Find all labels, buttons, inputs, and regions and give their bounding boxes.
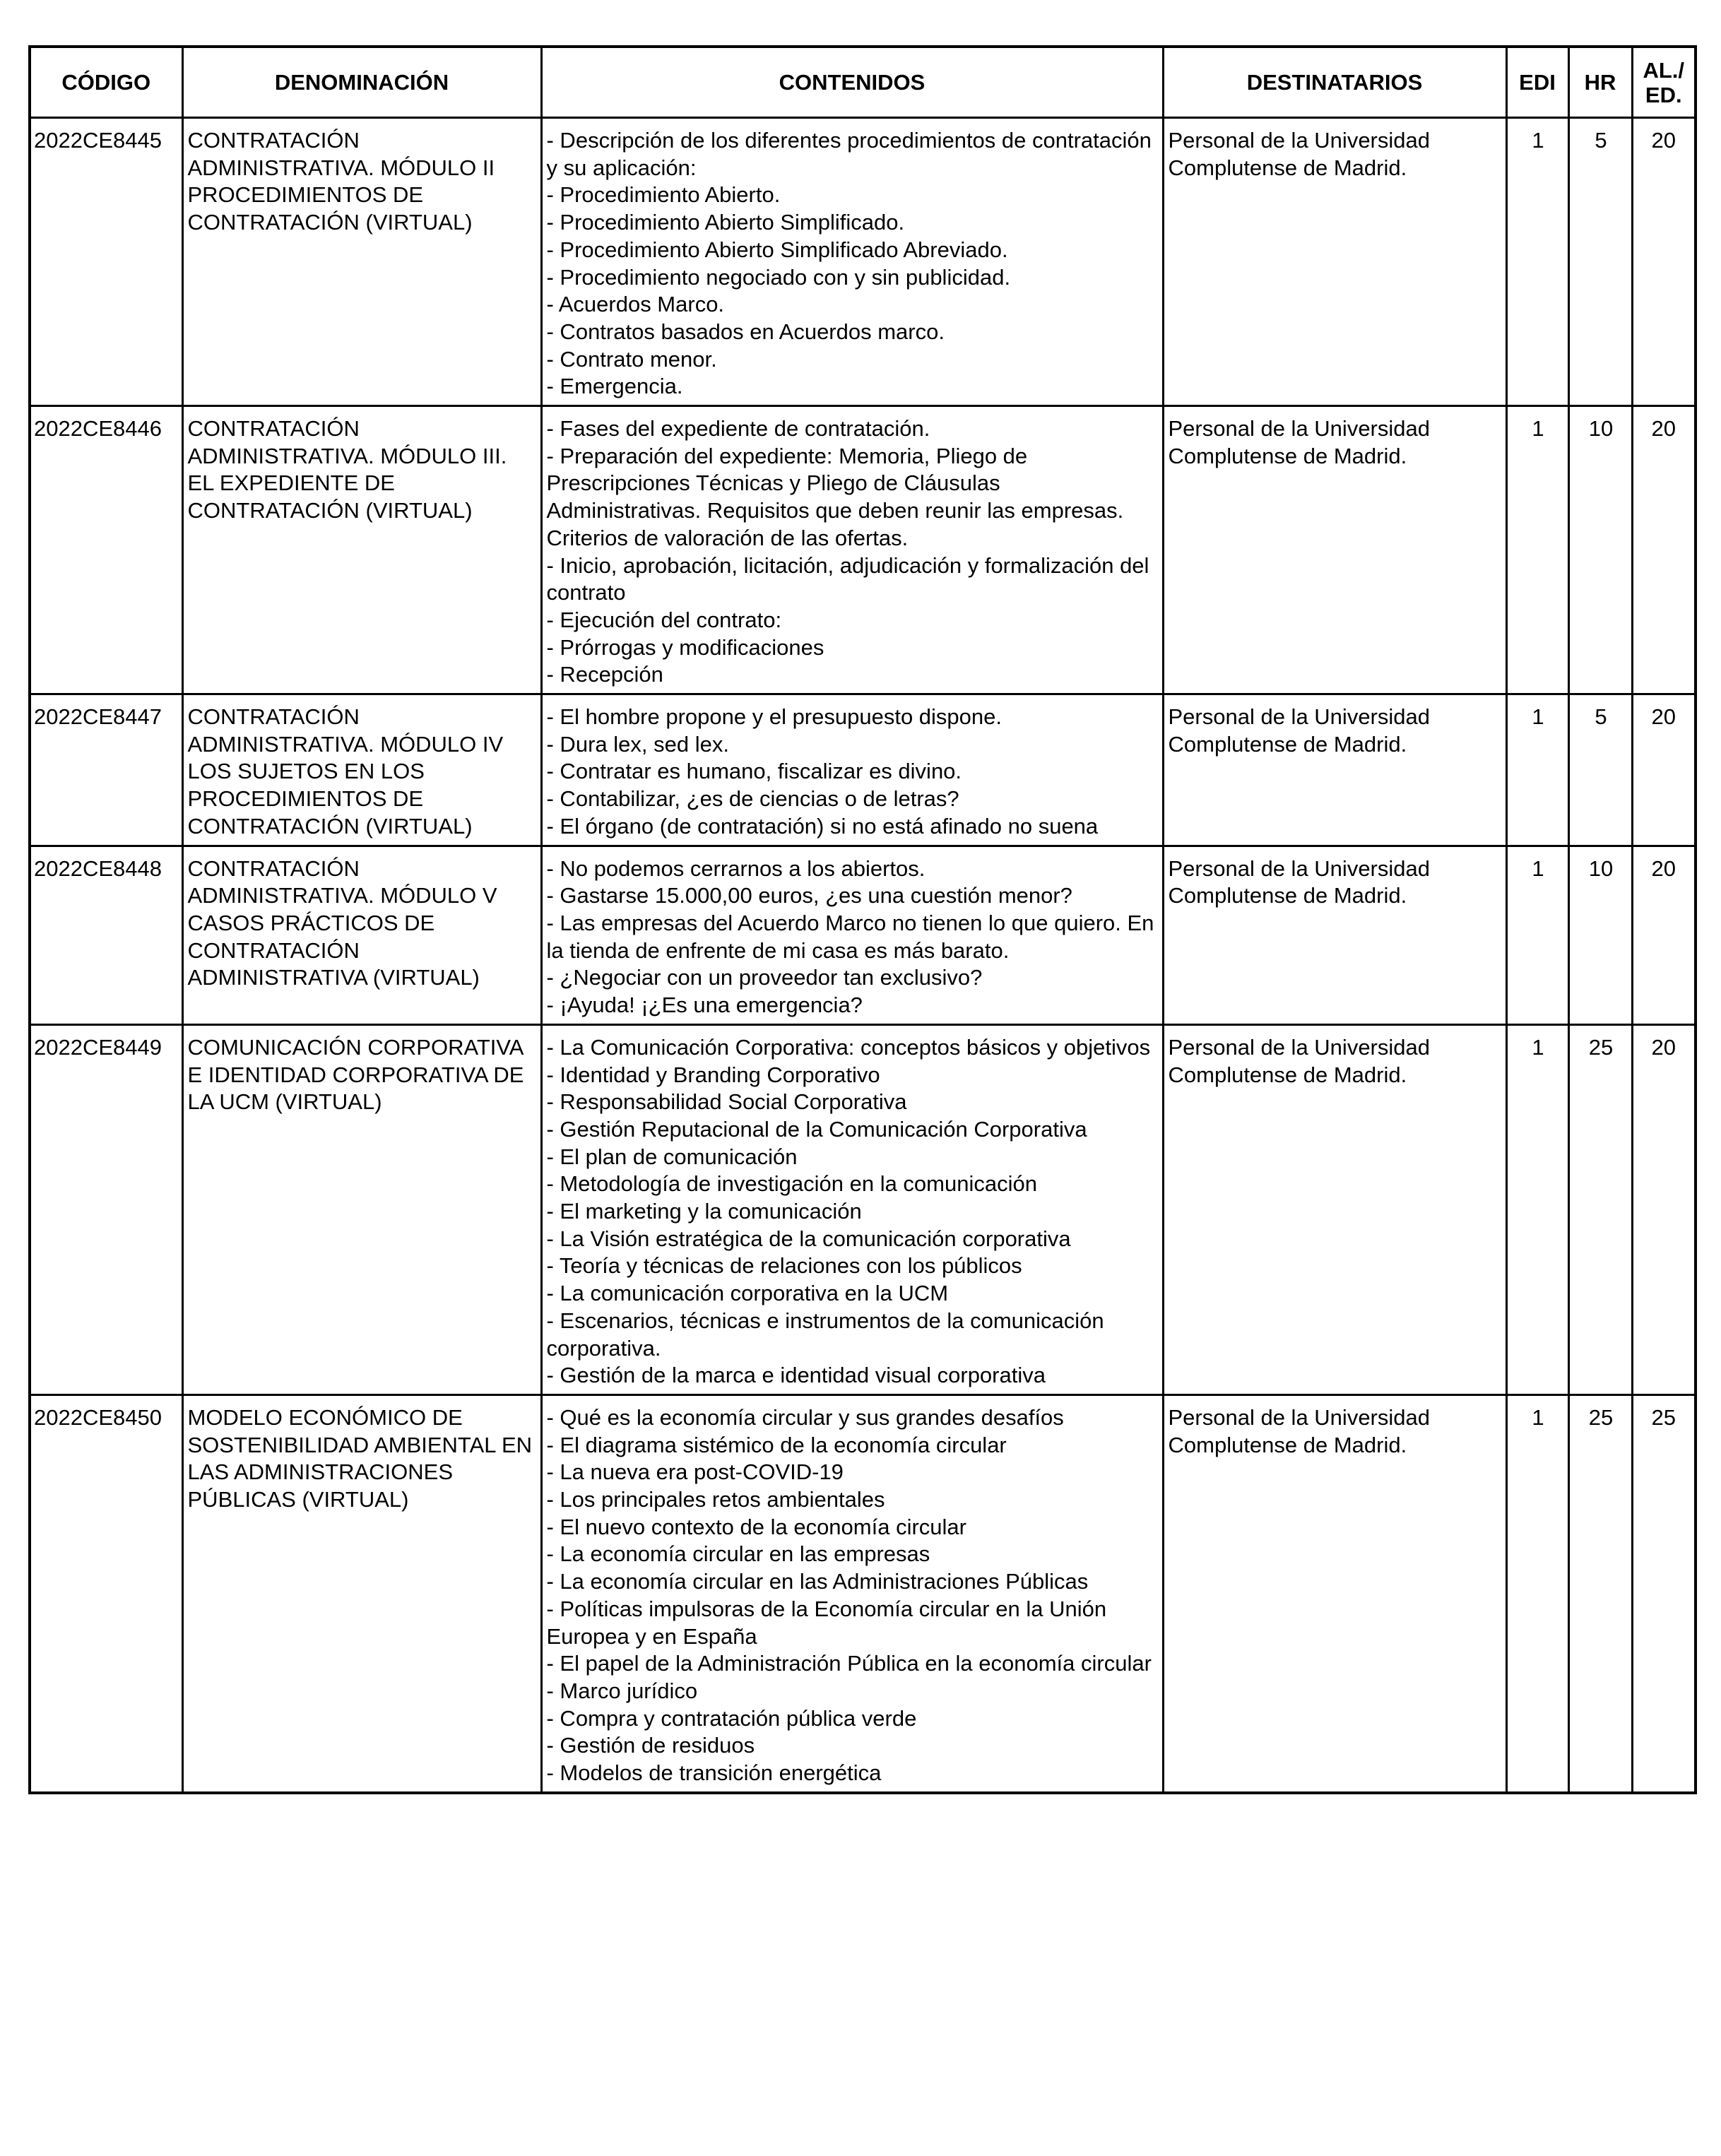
content-item: - Contratar es humano, fiscalizar es divino. [546, 759, 962, 784]
cell-edi: 1 [1506, 406, 1568, 694]
header-contenidos: CONTENIDOS [541, 47, 1163, 118]
content-item: - Descripción de los diferentes procedimientos de contratación y su aplicación: [546, 128, 1152, 180]
cell-destinatarios: Personal de la Universidad Complutense de Madrid. [1163, 694, 1506, 846]
table-row [30, 118, 1696, 406]
cell-contenidos [541, 118, 1163, 406]
cell-destinatarios: Personal de la Universidad Complutense de Madrid. [1163, 406, 1506, 694]
course-table [28, 45, 1697, 1794]
content-item: - Marco jurídico [546, 1678, 698, 1703]
content-item: - El papel de la Administración Pública en la economía circular [546, 1651, 1152, 1676]
content-item: - Modelos de transición energética [546, 1760, 882, 1786]
cell-edi: 1 [1506, 1394, 1568, 1792]
cell-codigo: 2022CE8446 [30, 406, 182, 694]
content-item: - ¡Ayuda! ¡¿Es una emergencia? [546, 993, 863, 1018]
table-row [30, 694, 1696, 846]
cell-denominacion: CONTRATACIÓN ADMINISTRATIVA. MÓDULO V CASOS PRÁCTICOS DE CONTRATACIÓN ADMINISTRATIVA (VIRTUAL) [182, 846, 541, 1024]
content-item: - La economía circular en las empresas [546, 1541, 930, 1567]
cell-edi: 1 [1506, 846, 1568, 1024]
header-denominacion: DENOMINACIÓN [182, 47, 541, 118]
cell-al-ed: 20 [1632, 118, 1696, 406]
header-al-ed: AL./ ED. [1632, 47, 1696, 118]
cell-destinatarios: Personal de la Universidad Complutense de Madrid. [1163, 118, 1506, 406]
cell-destinatarios: Personal de la Universidad Complutense de Madrid. [1163, 1024, 1506, 1394]
table-body [30, 118, 1696, 1793]
cell-al-ed: 20 [1632, 694, 1696, 846]
cell-al-ed: 20 [1632, 406, 1696, 694]
cell-contenidos [541, 1394, 1163, 1792]
content-item: - Gestión de la marca e identidad visual corporativa [546, 1363, 1046, 1388]
cell-codigo: 2022CE8450 [30, 1394, 182, 1792]
content-item: - Responsabilidad Social Corporativa [546, 1089, 907, 1115]
cell-contenidos [541, 694, 1163, 846]
content-item: - Procedimiento negociado con y sin publicidad. [546, 264, 1011, 290]
content-item: - Identidad y Branding Corporativo [546, 1062, 880, 1087]
content-item: - La Comunicación Corporativa: conceptos básicos y objetivos [546, 1034, 1151, 1060]
cell-destinatarios: Personal de la Universidad Complutense de Madrid. [1163, 846, 1506, 1024]
table-row [30, 846, 1696, 1024]
content-item: - Teoría y técnicas de relaciones con los públicos [546, 1253, 1022, 1279]
cell-contenidos [541, 846, 1163, 1024]
table-row [30, 1024, 1696, 1394]
content-item: - Gestión de residuos [546, 1733, 755, 1758]
cell-edi: 1 [1506, 1024, 1568, 1394]
content-item: - La Visión estratégica de la comunicación corporativa [546, 1226, 1071, 1251]
cell-hr: 5 [1568, 694, 1632, 846]
content-item: - Dura lex, sed lex. [546, 731, 729, 757]
content-item: - Políticas impulsoras de la Economía circular en la Unión Europea y en España [546, 1596, 1107, 1649]
content-item: - La comunicación corporativa en la UCM [546, 1281, 949, 1306]
content-item: - Inicio, aprobación, licitación, adjudicación y formalización del contrato [546, 552, 1149, 605]
cell-codigo: 2022CE8449 [30, 1024, 182, 1394]
content-item: - Los principales retos ambientales [546, 1487, 885, 1512]
content-item: - Preparación del expediente: Memoria, Pliego de Prescripciones Técnicas y Pliego de Cláusulas Administrativas. Requisitos que deben reunir las empresas. Criterios de valoración de las ofertas. [546, 443, 1124, 550]
cell-denominacion: COMUNICACIÓN CORPORATIVA E IDENTIDAD CORPORATIVA DE LA UCM (VIRTUAL) [182, 1024, 541, 1394]
cell-edi: 1 [1506, 118, 1568, 406]
content-item: - No podemos cerrarnos a los abiertos. [546, 855, 925, 881]
content-item: - Gastarse 15.000,00 euros, ¿es una cuestión menor? [546, 883, 1072, 908]
content-item: - La nueva era post-COVID-19 [546, 1459, 844, 1485]
content-item: - Emergencia. [546, 374, 683, 399]
content-item: - Gestión Reputacional de la Comunicación Corporativa [546, 1116, 1087, 1142]
content-item: - Contabilizar, ¿es de ciencias o de letras? [546, 786, 959, 812]
header-codigo: CÓDIGO [30, 47, 182, 118]
cell-destinatarios: Personal de la Universidad Complutense de Madrid. [1163, 1394, 1506, 1792]
content-item: - Escenarios, técnicas e instrumentos de la comunicación corporativa. [546, 1308, 1104, 1361]
content-item: - Acuerdos Marco. [546, 292, 725, 317]
header-hr: HR [1568, 47, 1632, 118]
table-row [30, 406, 1696, 694]
content-item: - El órgano (de contratación) si no está afinado no suena [546, 813, 1099, 839]
header-edi: EDI [1506, 47, 1568, 118]
content-item: - Fases del expediente de contratación. [546, 416, 930, 442]
content-item: - Qué es la economía circular y sus grandes desafíos [546, 1404, 1064, 1430]
content-item: - El marketing y la comunicación [546, 1199, 862, 1224]
cell-denominacion: CONTRATACIÓN ADMINISTRATIVA. MÓDULO III. EL EXPEDIENTE DE CONTRATACIÓN (VIRTUAL) [182, 406, 541, 694]
content-item: - Las empresas del Acuerdo Marco no tienen lo que quiero. En la tienda de enfrente de mi casa es más barato. [546, 910, 1154, 963]
cell-hr: 10 [1568, 406, 1632, 694]
content-item: - El hombre propone y el presupuesto dispone. [546, 704, 1003, 730]
cell-denominacion: MODELO ECONÓMICO DE SOSTENIBILIDAD AMBIENTAL EN LAS ADMINISTRACIONES PÚBLICAS (VIRTUAL) [182, 1394, 541, 1792]
content-item: - El nuevo contexto de la economía circular [546, 1514, 966, 1539]
cell-hr: 25 [1568, 1024, 1632, 1394]
content-item: - El plan de comunicación [546, 1144, 798, 1169]
cell-al-ed: 25 [1632, 1394, 1696, 1792]
content-item: - Contrato menor. [546, 346, 717, 372]
content-item: - Ejecución del contrato: [546, 607, 782, 632]
content-item: - La economía circular en las Administraciones Públicas [546, 1569, 1089, 1594]
cell-al-ed: 20 [1632, 1024, 1696, 1394]
content-item: - El diagrama sistémico de la economía circular [546, 1432, 1007, 1457]
cell-denominacion: CONTRATACIÓN ADMINISTRATIVA. MÓDULO II PROCEDIMIENTOS DE CONTRATACIÓN (VIRTUAL) [182, 118, 541, 406]
header-destinatarios: DESTINATARIOS [1163, 47, 1506, 118]
content-item: - Metodología de investigación en la comunicación [546, 1171, 1037, 1197]
cell-edi: 1 [1506, 694, 1568, 846]
cell-codigo: 2022CE8447 [30, 694, 182, 846]
cell-codigo: 2022CE8448 [30, 846, 182, 1024]
content-item: - Procedimiento Abierto Simplificado Abreviado. [546, 237, 1008, 262]
cell-codigo: 2022CE8445 [30, 118, 182, 406]
content-item: - Compra y contratación pública verde [546, 1705, 917, 1731]
cell-hr: 25 [1568, 1394, 1632, 1792]
cell-contenidos [541, 406, 1163, 694]
cell-hr: 10 [1568, 846, 1632, 1024]
header-row [30, 47, 1696, 118]
content-item: - Contratos basados en Acuerdos marco. [546, 319, 945, 344]
cell-hr: 5 [1568, 118, 1632, 406]
content-item: - Recepción [546, 662, 663, 687]
table-row [30, 1394, 1696, 1792]
content-item: - Procedimiento Abierto Simplificado. [546, 210, 905, 235]
content-item: - ¿Negociar con un proveedor tan exclusivo? [546, 965, 983, 990]
cell-denominacion: CONTRATACIÓN ADMINISTRATIVA. MÓDULO IV LOS SUJETOS EN LOS PROCEDIMIENTOS DE CONTRATACIÓN (VIRTUAL) [182, 694, 541, 846]
content-item: - Procedimiento Abierto. [546, 182, 781, 208]
cell-al-ed: 20 [1632, 846, 1696, 1024]
content-item: - Prórrogas y modificaciones [546, 634, 824, 660]
cell-contenidos [541, 1024, 1163, 1394]
